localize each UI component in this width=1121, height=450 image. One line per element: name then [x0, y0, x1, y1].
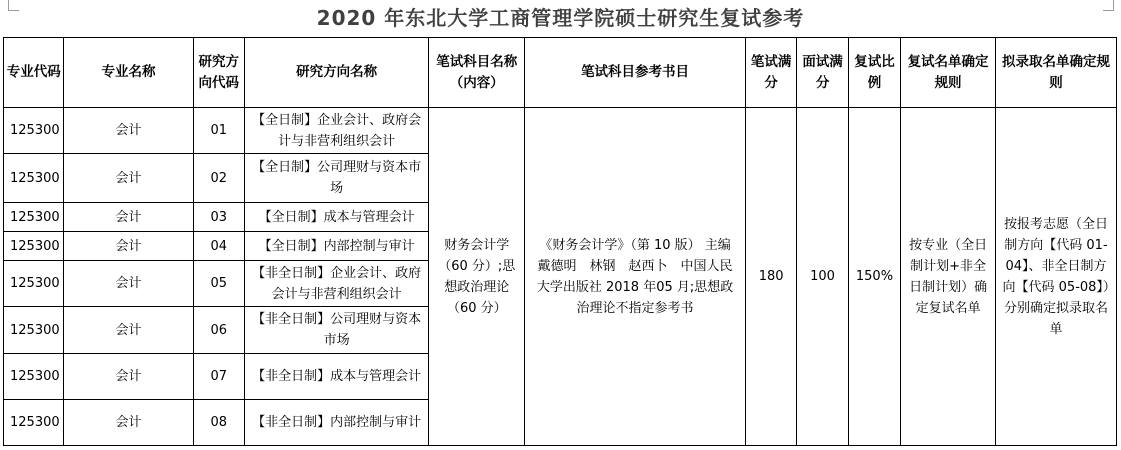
table-header-row	[4, 38, 1117, 108]
direction-code-cell: 08	[193, 400, 244, 446]
major-name-cell: 会计	[64, 307, 193, 354]
header-interview-full-score: 面试满分	[797, 38, 848, 108]
exam-subject-cell: 财务会计学（60 分）;思想政治理论（60 分）	[429, 108, 525, 446]
major-code-cell: 125300	[4, 108, 64, 154]
major-name-cell: 会计	[64, 232, 193, 261]
header-reference-books: 笔试科目参考书目	[525, 38, 746, 108]
reference-books-cell: 《财务会计学》（第 10 版） 主编 戴德明 林钢 赵西卜 中国人民大学出版社 2018 年05 月;思想政治理论不指定参考书	[525, 108, 746, 446]
major-name-cell: 会计	[64, 203, 193, 232]
major-name-cell: 会计	[64, 108, 193, 154]
direction-name-cell: 【非全日制】内部控制与审计	[244, 400, 428, 446]
direction-code-cell: 05	[193, 261, 244, 307]
header-retest-list-rule: 复试名单确定规则	[901, 38, 996, 108]
direction-name-cell: 【全日制】内部控制与审计	[244, 232, 428, 261]
direction-code-cell: 04	[193, 232, 244, 261]
retest-ratio-cell: 150%	[848, 108, 900, 446]
direction-code-cell: 07	[193, 354, 244, 400]
major-code-cell: 125300	[4, 203, 64, 232]
header-retest-ratio: 复试比例	[848, 38, 900, 108]
retest-reference-table	[3, 37, 1117, 446]
major-code-cell: 125300	[4, 232, 64, 261]
major-name-cell: 会计	[64, 154, 193, 203]
interview-full-score-cell: 100	[797, 108, 848, 446]
header-direction-name: 研究方向名称	[244, 38, 428, 108]
direction-name-cell: 【非全日制】公司理财与资本市场	[244, 307, 428, 354]
major-code-cell: 125300	[4, 261, 64, 307]
direction-name-cell: 【非全日制】成本与管理会计	[244, 354, 428, 400]
retest-list-rule-cell: 按专业（全日制计划+非全日制计划）确定复试名单	[901, 108, 996, 446]
admission-list-rule-cell: 按报考志愿（全日制方向【代码 01-04】、非全日制方向【代码 05-08】）分别确定拟录取名单	[995, 108, 1116, 446]
header-exam-subject: 笔试科目名称（内容）	[429, 38, 525, 108]
table-row	[4, 108, 1117, 154]
major-code-cell: 125300	[4, 154, 64, 203]
direction-name-cell: 【全日制】公司理财与资本市场	[244, 154, 428, 203]
major-code-cell: 125300	[4, 354, 64, 400]
document-title: 2020 年东北大学工商管理学院硕士研究生复试参考	[316, 6, 805, 30]
header-major-name: 专业名称	[64, 38, 193, 108]
written-full-score-cell: 180	[745, 108, 796, 446]
header-direction-code: 研究方向代码	[193, 38, 244, 108]
header-written-full-score: 笔试满分	[745, 38, 796, 108]
header-major-code: 专业代码	[4, 38, 64, 108]
major-name-cell: 会计	[64, 261, 193, 307]
header-admission-list-rule: 拟录取名单确定规则	[995, 38, 1116, 108]
major-code-cell: 125300	[4, 400, 64, 446]
direction-code-cell: 06	[193, 307, 244, 354]
major-code-cell: 125300	[4, 307, 64, 354]
direction-name-cell: 【非全日制】企业会计、政府会计与非营利组织会计	[244, 261, 428, 307]
direction-code-cell: 02	[193, 154, 244, 203]
direction-code-cell: 01	[193, 108, 244, 154]
major-name-cell: 会计	[64, 354, 193, 400]
direction-name-cell: 【全日制】企业会计、政府会计与非营利组织会计	[244, 108, 428, 154]
direction-name-cell: 【全日制】成本与管理会计	[244, 203, 428, 232]
major-name-cell: 会计	[64, 400, 193, 446]
direction-code-cell: 03	[193, 203, 244, 232]
